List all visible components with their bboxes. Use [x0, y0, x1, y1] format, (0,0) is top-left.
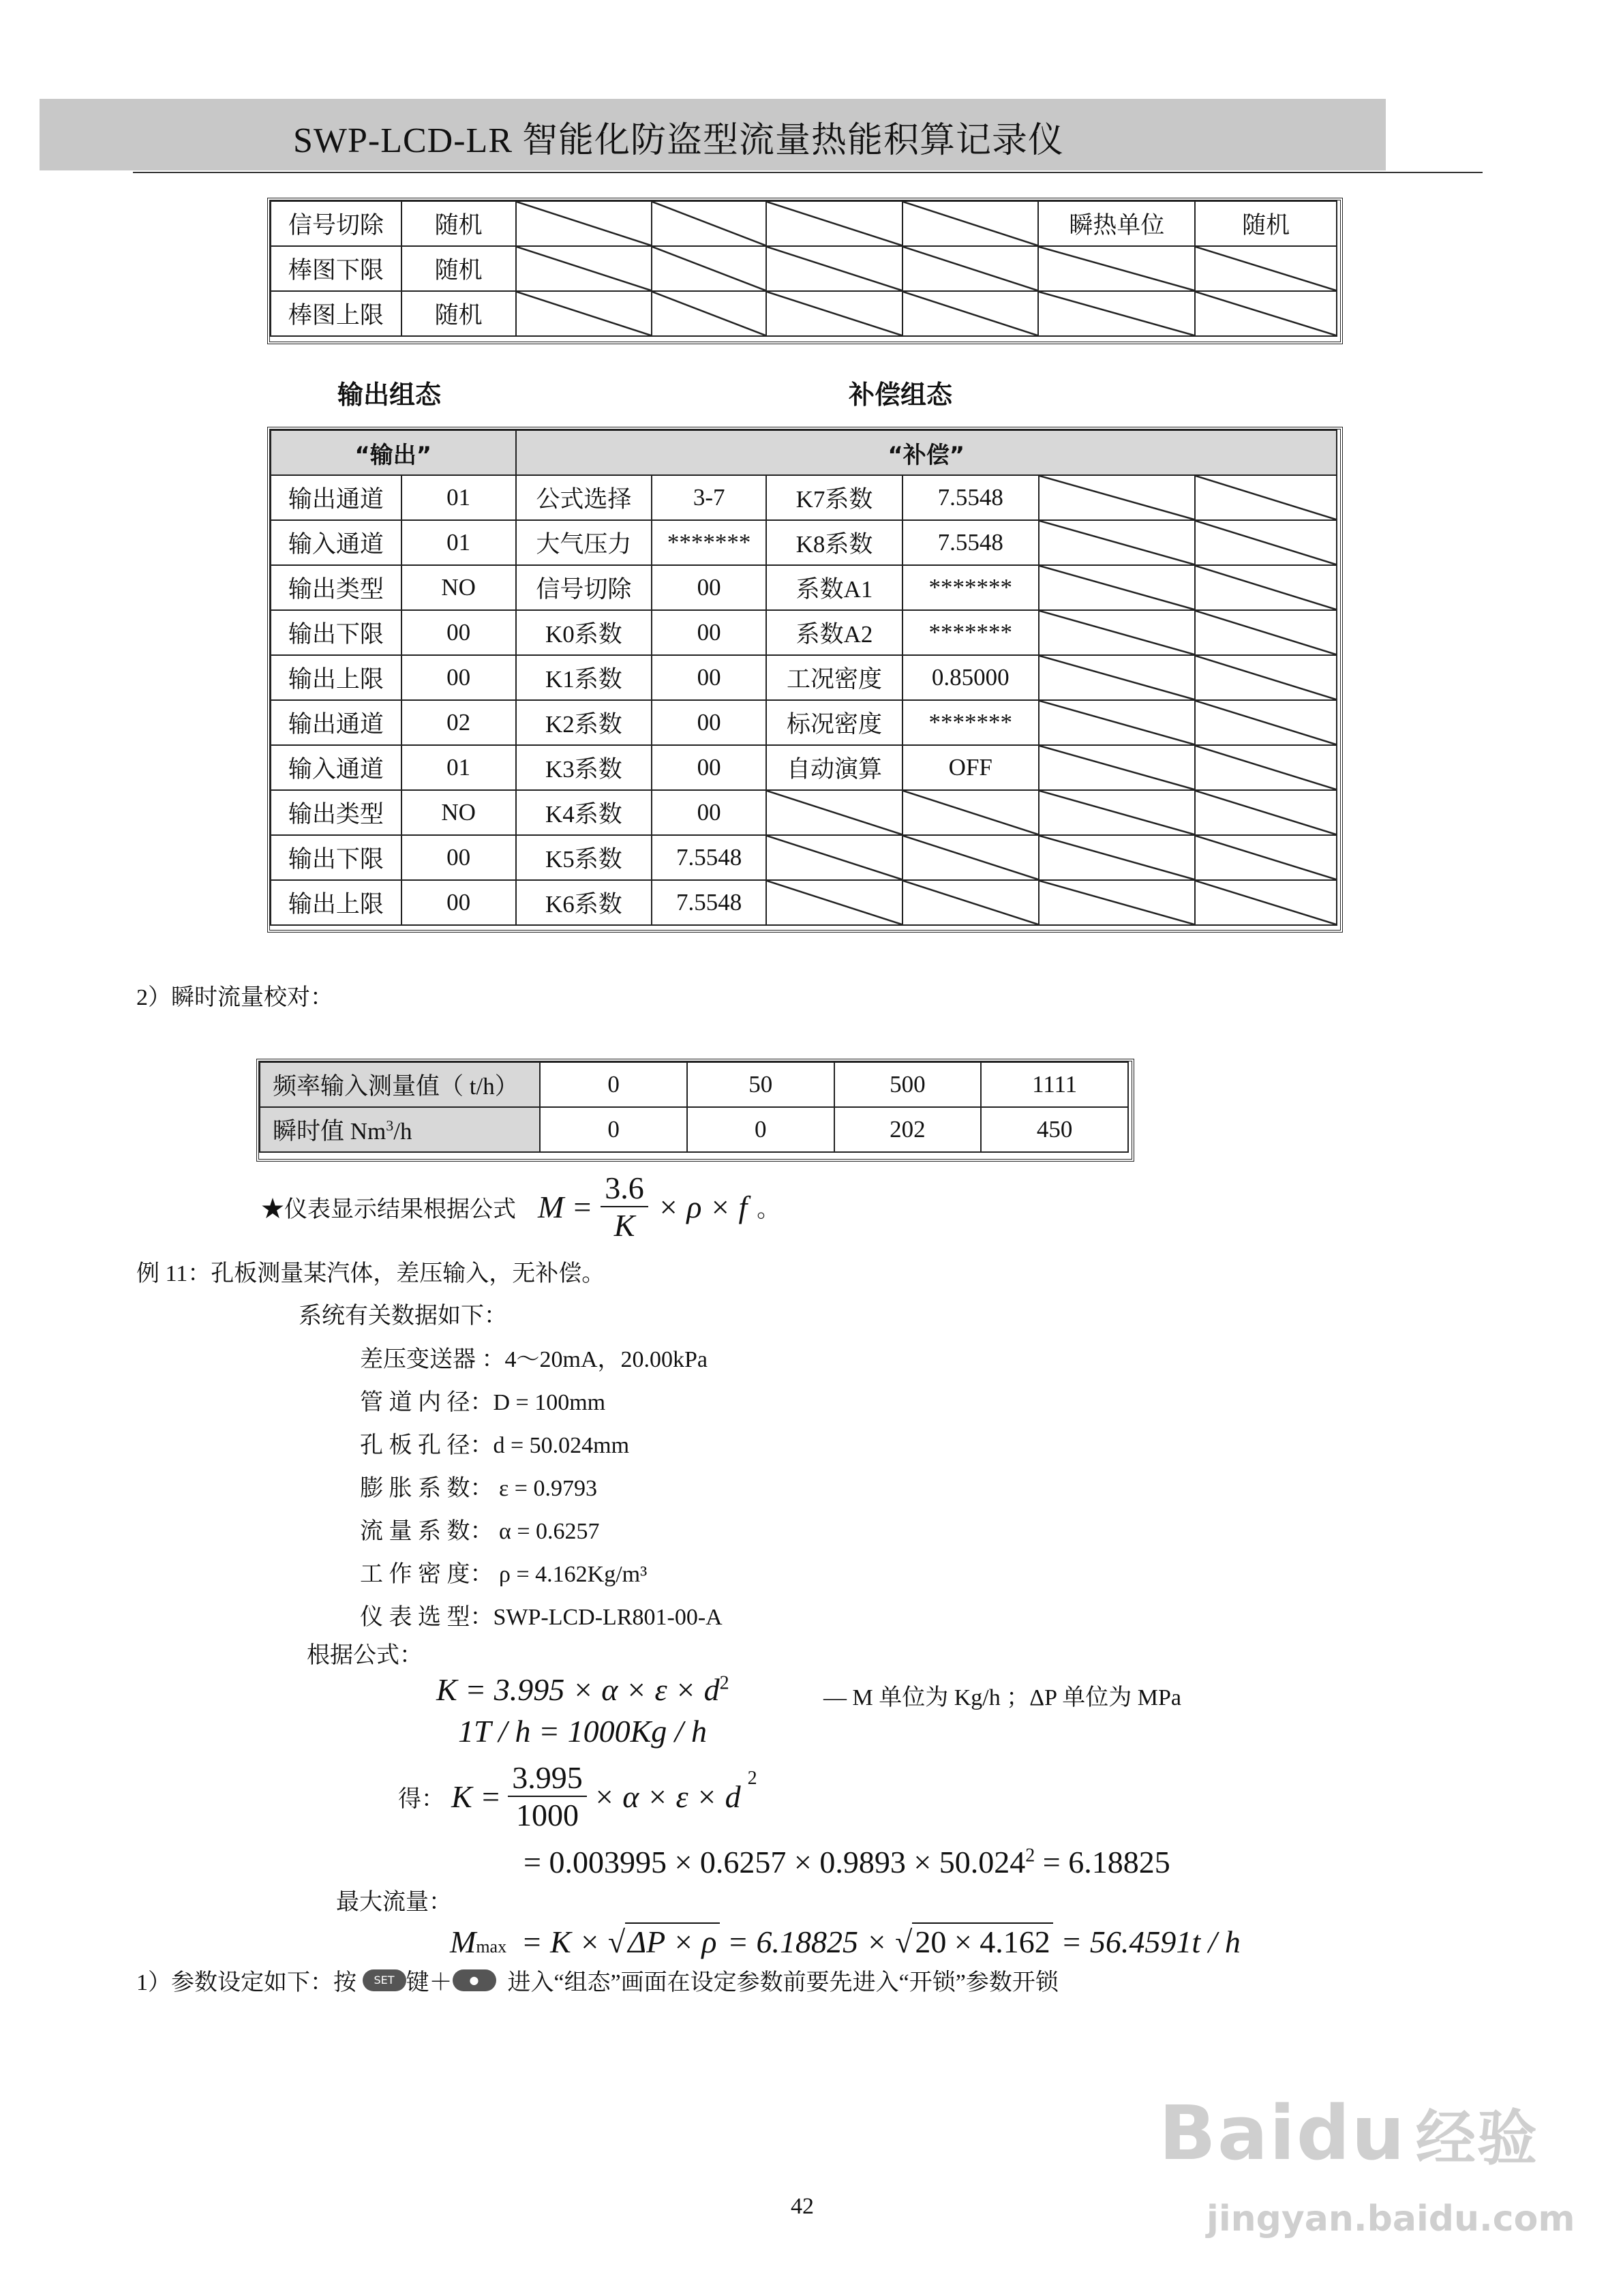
table-cell: 工况密度 — [766, 655, 902, 700]
formula-k-derived: 得： K = $\frac{3.995}{1000}$ × α × ε × d 2 — [398, 1760, 757, 1832]
empty-cell — [1039, 745, 1196, 790]
table-cell: OFF — [902, 745, 1039, 790]
formula-unit-note: — M 单位为 Kg/h ；ΔP 单位为 MPa — [823, 1685, 1181, 1710]
table-cell: 随机 — [401, 201, 516, 246]
empty-cell — [1195, 745, 1337, 790]
table-row — [271, 520, 1337, 565]
table-cell: 0 — [540, 1062, 687, 1107]
table-cell: 随机 — [401, 291, 516, 336]
calibration-heading: 2）瞬时流量校对： — [136, 985, 333, 1010]
table-cell: 202 — [834, 1107, 982, 1152]
table-cell: K8系数 — [766, 520, 902, 565]
empty-cell — [1195, 291, 1337, 336]
table-cell: ******* — [902, 700, 1039, 745]
data-item: 工 作 密 度： ρ = 4.162Kg/m³ — [360, 1562, 648, 1587]
table-cell: 0 — [687, 1107, 834, 1152]
table-row — [271, 700, 1337, 745]
table-cell: 输出下限 — [271, 835, 401, 880]
step1-instruction: 1）参数设定如下：按 SET 键＋ ● 进入“组态”画面在设定参数前要先进入“开锁”参数开锁 — [136, 1970, 1059, 1995]
empty-cell — [766, 790, 902, 835]
data-item: 差压变送器 ：4～20mA，20.00kPa — [360, 1347, 708, 1372]
empty-cell — [766, 246, 902, 291]
table-cell: 00 — [652, 565, 766, 610]
empty-cell — [1195, 835, 1337, 880]
empty-cell — [1039, 880, 1196, 925]
table-cell: 00 — [652, 790, 766, 835]
table-cell: 输出类型 — [271, 790, 401, 835]
watermark-url: jingyan.baidu.com — [1207, 2199, 1575, 2239]
table-cell: 信号切除 — [271, 201, 401, 246]
table-cell: 00 — [652, 655, 766, 700]
table-row — [271, 790, 1337, 835]
table-cell: ******* — [902, 565, 1039, 610]
data-item: 孔 板 孔 径：d = 50.024mm — [360, 1433, 630, 1458]
table-cell: K6系数 — [516, 880, 652, 925]
table-cell: 50 — [687, 1062, 834, 1107]
table-cell: 输出上限 — [271, 655, 401, 700]
table-cell: 00 — [401, 835, 516, 880]
empty-cell — [1039, 475, 1196, 520]
table-cell: 公式选择 — [516, 475, 652, 520]
table-cell: 00 — [401, 880, 516, 925]
basis-label: 根据公式： — [307, 1643, 423, 1668]
empty-cell — [1195, 880, 1337, 925]
table-cell: 输出通道 — [271, 700, 401, 745]
table-row — [271, 655, 1337, 700]
empty-cell — [1038, 291, 1195, 336]
fraction: $\frac{3.6}{K}$ — [601, 1170, 648, 1243]
table-cell: 3-7 — [652, 475, 766, 520]
output-header: “输出” — [271, 430, 516, 475]
table-cell: 7.5548 — [652, 880, 766, 925]
table-cell: 02 — [401, 700, 516, 745]
compensation-header: “补偿” — [516, 430, 1337, 475]
table-cell: K5系数 — [516, 835, 652, 880]
empty-cell — [902, 201, 1039, 246]
table-cell: 0 — [540, 1107, 687, 1152]
table-cell: 输出通道 — [271, 475, 401, 520]
table-cell: 棒图下限 — [271, 246, 401, 291]
table-row — [271, 565, 1337, 610]
table-cell: 自动演算 — [766, 745, 902, 790]
table-cell: 棒图上限 — [271, 291, 401, 336]
data-item: 膨 胀 系 数： ε = 0.9793 — [360, 1476, 597, 1501]
table-cell: 输入通道 — [271, 745, 401, 790]
config-table — [270, 429, 1337, 926]
empty-cell — [902, 291, 1039, 336]
empty-cell — [1039, 655, 1196, 700]
table-cell: 00 — [652, 700, 766, 745]
table-row — [271, 610, 1337, 655]
empty-cell — [516, 291, 652, 336]
empty-cell — [902, 790, 1039, 835]
empty-cell — [516, 201, 652, 246]
table-cell: 500 — [834, 1062, 982, 1107]
table-cell: K2系数 — [516, 700, 652, 745]
max-flow-label: 最大流量： — [336, 1890, 452, 1915]
header-rule — [133, 172, 1483, 173]
empty-cell — [1195, 565, 1337, 610]
watermark-logo: Baidu 经验 — [1159, 2089, 1538, 2177]
table-cell: 随机 — [1195, 201, 1337, 246]
empty-cell — [902, 246, 1039, 291]
table-cell: 系数A1 — [766, 565, 902, 610]
table-cell: K4系数 — [516, 790, 652, 835]
empty-cell — [766, 835, 902, 880]
formula-conversion: 1T / h = 1000Kg / h — [458, 1714, 708, 1749]
table-cell: 01 — [401, 475, 516, 520]
empty-cell — [902, 835, 1039, 880]
formula-note: ★仪表显示结果根据公式 M = $\frac{3.6}{K}$ × ρ × f 。 — [261, 1170, 780, 1243]
example-intro: 系统有关数据如下： — [299, 1303, 507, 1329]
formula-max-flow: M max = K × √ ΔP × ρ = 6.18825 × √ 20 × 4.162 = 56.4591t / h — [450, 1922, 1241, 1960]
table-cell: 随机 — [401, 246, 516, 291]
table-row — [271, 475, 1337, 520]
table-cell: 输出下限 — [271, 610, 401, 655]
table-cell: 瞬热单位 — [1038, 201, 1195, 246]
empty-cell — [902, 880, 1039, 925]
data-item: 仪 表 选 型：SWP-LCD-LR801-00-A — [360, 1605, 723, 1630]
section-compensation-title: 补偿组态 — [849, 380, 953, 410]
table-cell: 输出类型 — [271, 565, 401, 610]
empty-cell — [1195, 700, 1337, 745]
empty-cell — [652, 201, 766, 246]
empty-cell — [766, 291, 902, 336]
table-cell: K7系数 — [766, 475, 902, 520]
empty-cell — [1039, 520, 1196, 565]
empty-cell — [652, 246, 766, 291]
empty-cell — [1039, 835, 1196, 880]
table-cell: ******* — [652, 520, 766, 565]
empty-cell — [766, 201, 902, 246]
table-cell: 450 — [981, 1107, 1128, 1152]
formula-k: $K = 3.995 \times \alpha \times \varepsilon \times d^2$ — [436, 1672, 729, 1707]
table-cell: 标况密度 — [766, 700, 902, 745]
table-cell: 0.85000 — [902, 655, 1039, 700]
table-cell: NO — [401, 790, 516, 835]
table-cell: K1系数 — [516, 655, 652, 700]
table-cell: 瞬时值 Nm$^3$/h — [260, 1107, 540, 1152]
table-cell: 00 — [652, 610, 766, 655]
table-cell: ******* — [902, 610, 1039, 655]
empty-cell — [1039, 565, 1196, 610]
table-cell: 输出上限 — [271, 880, 401, 925]
calibration-table — [259, 1061, 1129, 1153]
empty-cell — [1195, 475, 1337, 520]
table-cell: 信号切除 — [516, 565, 652, 610]
table-cell: 7.5548 — [902, 475, 1039, 520]
section-output-title: 输出组态 — [337, 380, 442, 410]
empty-cell — [1195, 790, 1337, 835]
table-cell: 00 — [401, 610, 516, 655]
table-cell: NO — [401, 565, 516, 610]
empty-cell — [1195, 246, 1337, 291]
empty-cell — [1039, 700, 1196, 745]
table-cell: 输入通道 — [271, 520, 401, 565]
empty-cell — [1195, 655, 1337, 700]
empty-cell — [1039, 790, 1196, 835]
table-cell: K3系数 — [516, 745, 652, 790]
table-cell: K0系数 — [516, 610, 652, 655]
table-cell: 大气压力 — [516, 520, 652, 565]
empty-cell — [1038, 246, 1195, 291]
empty-cell — [1195, 610, 1337, 655]
top-table — [270, 200, 1337, 337]
table-cell: 01 — [401, 745, 516, 790]
page-number: 42 — [791, 2194, 814, 2219]
table-cell: 7.5548 — [902, 520, 1039, 565]
empty-cell — [766, 880, 902, 925]
table-cell: 01 — [401, 520, 516, 565]
table-cell: 7.5548 — [652, 835, 766, 880]
table-cell: 频率输入测量值（ t/h） — [260, 1062, 540, 1107]
formula-k-value: = $0.003995 \times 0.6257 \times 0.9893 \times 50.024^2 = 6.18825$ — [524, 1845, 1170, 1879]
example-title: 例 11：孔板测量某汽体，差压输入，无补偿。 — [136, 1261, 605, 1286]
data-item: 流 量 系 数： α = 0.6257 — [360, 1519, 600, 1544]
fraction: $\frac{3.995}{1000}$ — [508, 1759, 587, 1833]
table-cell: 00 — [652, 745, 766, 790]
data-item: 管 道 内 径：D = 100mm — [360, 1390, 606, 1415]
table-cell: 系数A2 — [766, 610, 902, 655]
table-cell: 1111 — [981, 1062, 1128, 1107]
empty-cell — [1039, 610, 1196, 655]
table-row — [271, 880, 1337, 925]
table-row — [271, 835, 1337, 880]
empty-cell — [516, 246, 652, 291]
empty-cell — [652, 291, 766, 336]
empty-cell — [1195, 520, 1337, 565]
set-key-icon: SET — [363, 1969, 406, 1991]
dot-key-icon: ● — [453, 1969, 496, 1991]
page-header-title: SWP-LCD-LR 智能化防盗型流量热能积算记录仪 — [293, 121, 1065, 160]
table-row — [271, 745, 1337, 790]
table-cell: 00 — [401, 655, 516, 700]
